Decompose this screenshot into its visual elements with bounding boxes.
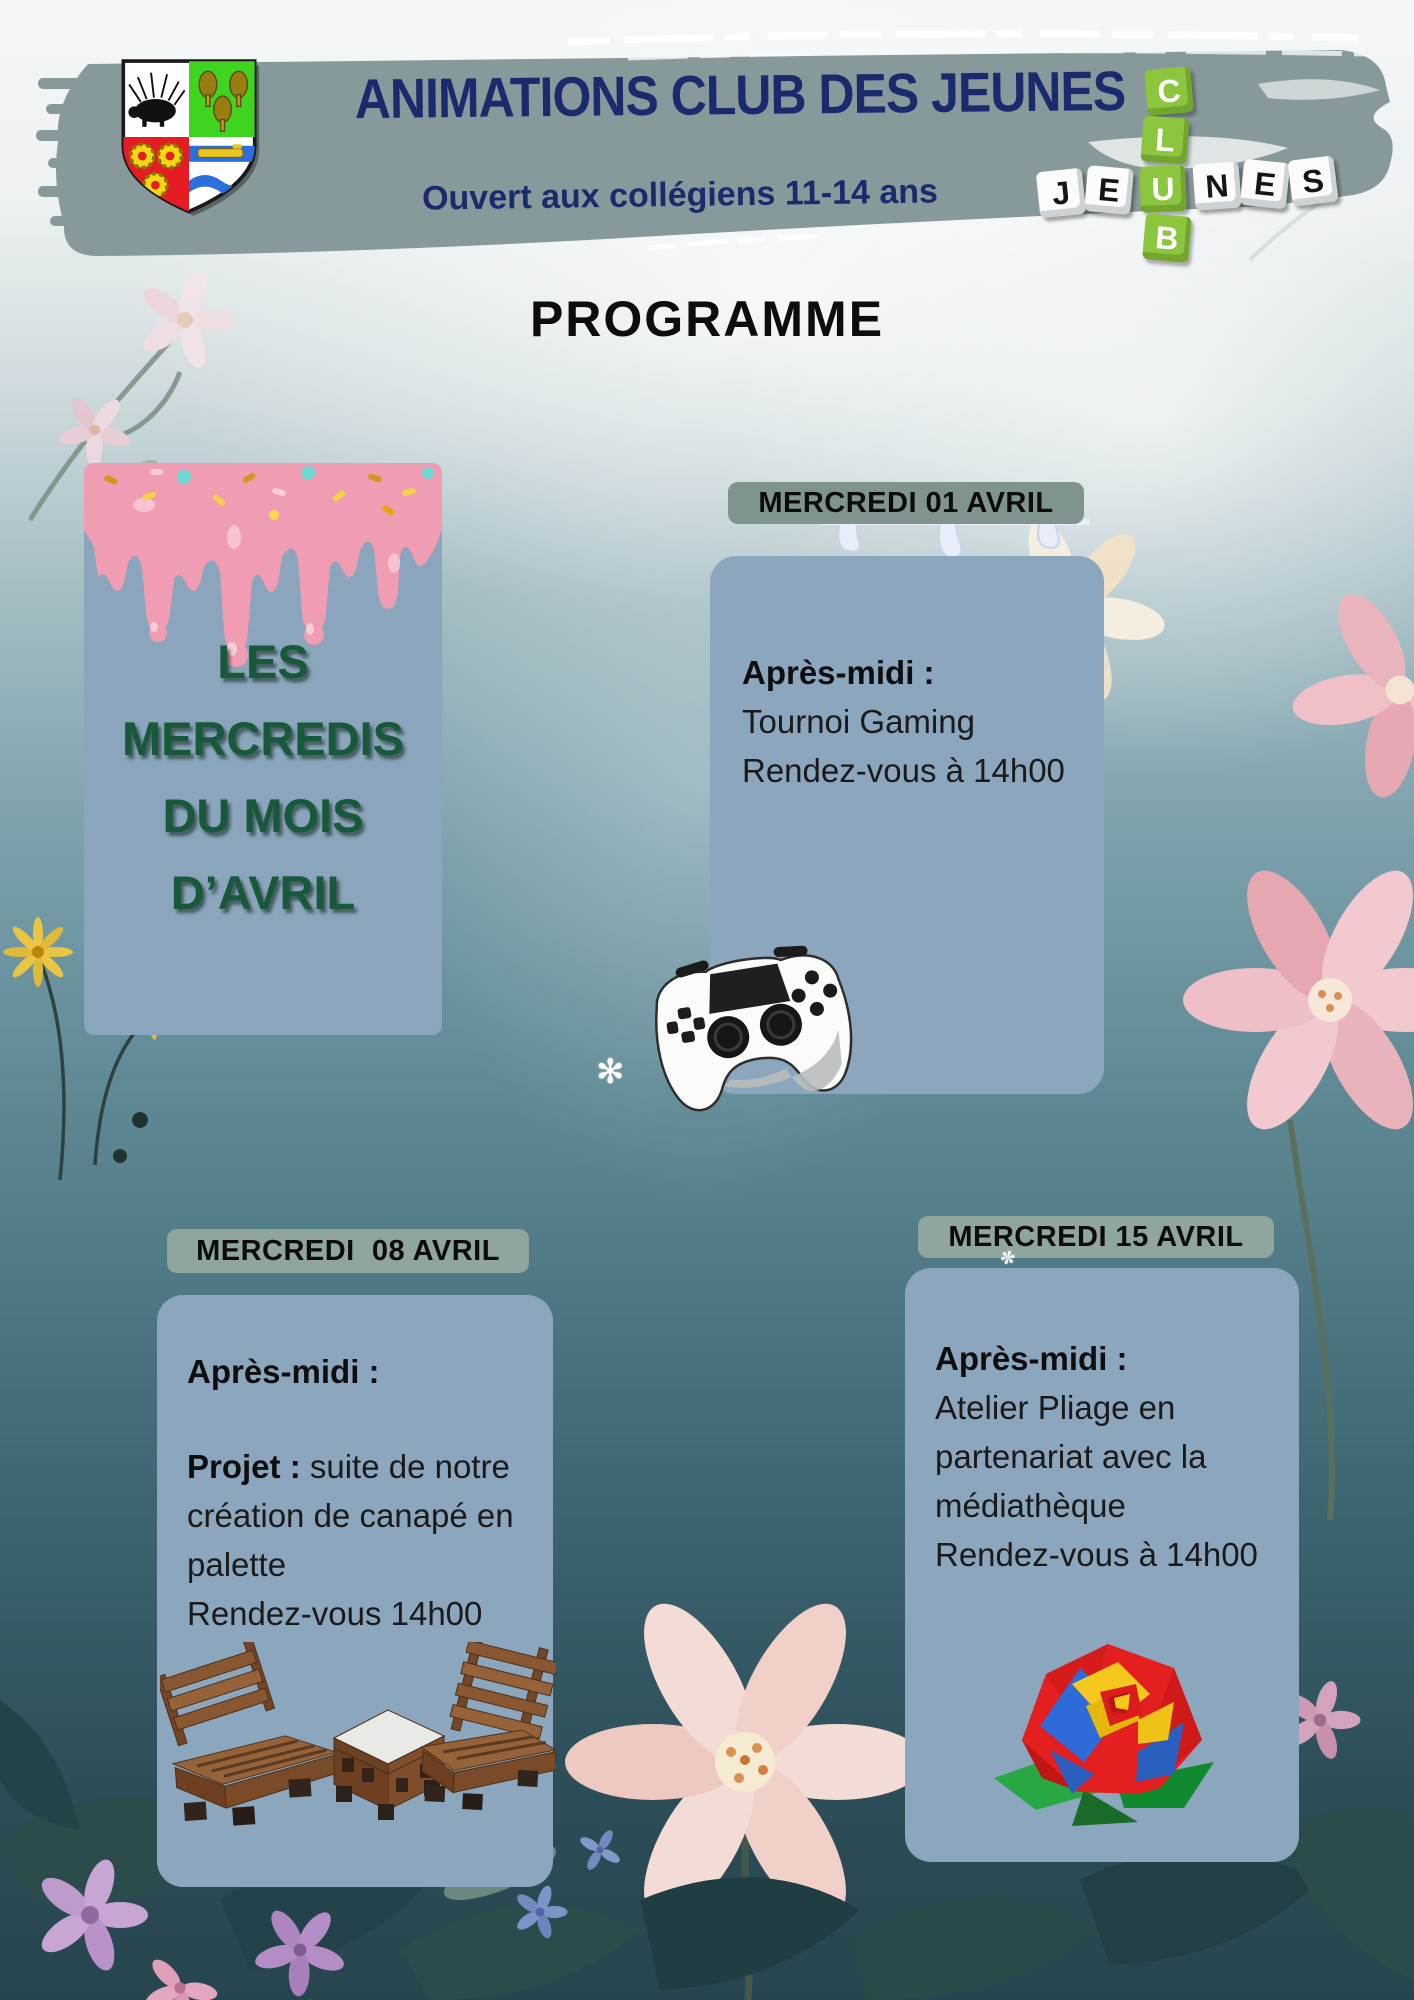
club-block-l: L [1140,115,1189,164]
event-line: partenariat avec la [935,1438,1207,1475]
page-title: PROGRAMME [529,291,885,347]
club-block-u-shared: U [1139,165,1187,213]
event-label: Après-midi : [742,654,935,691]
club-block-c: C [1144,66,1194,116]
left-backrest [160,1642,276,1746]
event-line: Tournoi Gaming [742,703,975,740]
month-card-title: LES MERCREDIS DU MOIS D’AVRIL [121,635,405,919]
event-line: création de canapé en [187,1497,514,1534]
event-line: médiathèque [935,1487,1126,1524]
event-project-line: Projet : suite de notre [187,1448,510,1485]
club-block-b: B [1142,213,1192,263]
snowflake-small-icon: ✼ [997,1246,1018,1270]
event-line: Rendez-vous à 14h00 [935,1536,1258,1573]
origami-rose-illustration [988,1622,1232,1837]
event-badge-01-avril: MERCREDI 01 AVRIL [728,482,1084,524]
event-badge-15-avril: MERCREDI 15 AVRIL [918,1216,1274,1258]
event-label: Après-midi : [935,1340,1128,1377]
snowflake-icon: ✻ [596,1053,625,1091]
event-label: Après-midi : [187,1353,380,1390]
coat-of-arms-icon [116,54,262,220]
jeunes-block-s: S [1287,155,1338,206]
month-card [84,463,442,1035]
poster-title: ANIMATIONS CLUB DES JEUNES [354,59,1126,131]
jeunes-block-e1: E [1084,165,1134,215]
event-line: palette [187,1546,287,1583]
poster-subtitle: Ouvert aux collégiens 11-14 ans [421,172,939,218]
event-line: Rendez-vous à 14h00 [742,752,1065,789]
event-badge-08-avril: MERCREDI 08 AVRIL [167,1229,529,1273]
event-line: Atelier Pliage en [935,1389,1176,1426]
event-line: Rendez-vous 14h00 [187,1595,483,1632]
game-controller-illustration [622,935,888,1145]
jeunes-block-j: J [1036,168,1087,219]
pallet-furniture-illustration [160,1642,556,1854]
club-jeunes-logo [1030,50,1390,280]
jeunes-block-n: N [1192,161,1241,210]
jeunes-block-e2: E [1240,159,1291,210]
